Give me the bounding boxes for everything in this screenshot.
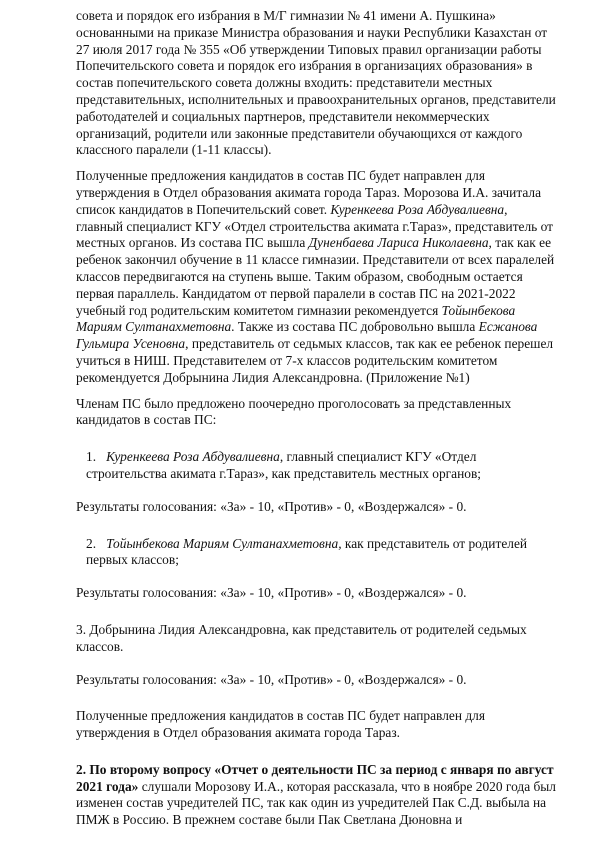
text-run: Полученные предложения кандидатов в состав ПС будет направлен для утверждения в Отдел образования акимата города Тараз. Морозова И.А. зачитала список кандидатов в Попечительский совет. (76, 168, 542, 217)
member-name-dunenbaeva: Дуненбаева Лариса Николаевна (308, 235, 489, 251)
item-number: 1. (86, 449, 97, 465)
text-run: , так как ее ребенок закончил обучение в 11 классе гимназии. Представители от всех паралелей классов передвигаются на ступень выше. Таким образом, свободным остается первая параллель. Кандидатом от первой паралели в состав ПС на 2021-2022 учебный год родительским комитетом гимназии рекомендуется (76, 235, 555, 318)
question-heading: 2. По второму вопросу «Отчет о деятельности ПС за период с января по август 2021 года» (76, 761, 554, 794)
paragraph-candidates-list (76, 168, 556, 386)
candidate-name-toiynbekova: Тойынбекова Мариям Султанахметовна (76, 302, 516, 335)
paragraph-submission: Полученные предложения кандидатов в состав ПС будет направлен для утверждения в Отдел образования акимата города Тараз. (76, 708, 486, 741)
vote-result-1: Результаты голосования: «За» - 10, «Против» - 0, «Воздержался» - 0. (76, 498, 467, 514)
vote-result-2: Результаты голосования: «За» - 10, «Против» - 0, «Воздержался» - 0. (76, 585, 467, 601)
text-run: , главный специалист КГУ «Отдел строительства акимата г.Тараз», представитель от местных органов. Из состава ПС вышла (76, 201, 554, 251)
vote-result-3: Результаты голосования: «За» - 10, «Против» - 0, «Воздержался» - 0. (76, 671, 467, 687)
paragraph-second-question (76, 762, 556, 829)
member-name-eszhanova: Есжанова Гульмира Усеновна (76, 319, 538, 352)
candidate-name-kurenkeeva: Куренкеева Роза Абдувалиевна (330, 201, 505, 217)
candidate-role: , главный специалист КГУ «Отдел строительства акимата г.Тараз», как представитель местных органов; (86, 449, 482, 481)
text-run: слушали Морозову И.А., которая рассказала, что в ноябре 2020 года был изменен состав учредителей ПС, так как один из учредителей Пак С.Д. выбыла на ПМЖ в Россию. В прежнем составе были Пак Светлана Дюновна и (76, 778, 556, 828)
candidate-name: Тойынбекова Мариям Султанахметовна, (106, 535, 342, 551)
vote-item-1 (76, 449, 556, 483)
vote-item-2 (76, 536, 556, 570)
paragraph-charter-requirements: совета и порядок его избрания в М/Г гимназии № 41 имени А. Пушкина» основанными на приказе Министра образования и науки Республики Казахстан от 27 июля 2017 года № 355 «Об утверждении Типовых правил организации работы Попечительского совета и порядок его избрания в организациях образования» в состав попечительского совета должны входить: представители местных представительных, исполнительных и правоохранительных органов, представители работодателей и социальных партнеров, представители некоммерческих организаций, родители или законные представители обучающихся от каждого классного паралели (1-11 классы). (76, 8, 556, 158)
item-number: 2. (86, 535, 97, 551)
text-run: , представитель от седьмых классов, так как ее ребенок перешел учиться в НИШ. Представителем от 7-х классов родительским комитетом рекомендуется Добрынина Лидия Александровна. (Приложение №1) (76, 336, 554, 385)
text-run: . Также из состава ПС добровольно вышла (231, 319, 479, 335)
paragraph-vote-proposal: Членам ПС было предложено поочередно проголосовать за представленных кандидатов в состав ПС: (76, 395, 512, 428)
candidate-role: как представитель от родителей первых классов; (86, 535, 528, 568)
vote-item-3: 3. Добрынина Лидия Александровна, как представитель от родителей седьмых классов. (76, 621, 527, 654)
candidate-name: Куренкеева Роза Абдувалиевна (106, 449, 280, 465)
